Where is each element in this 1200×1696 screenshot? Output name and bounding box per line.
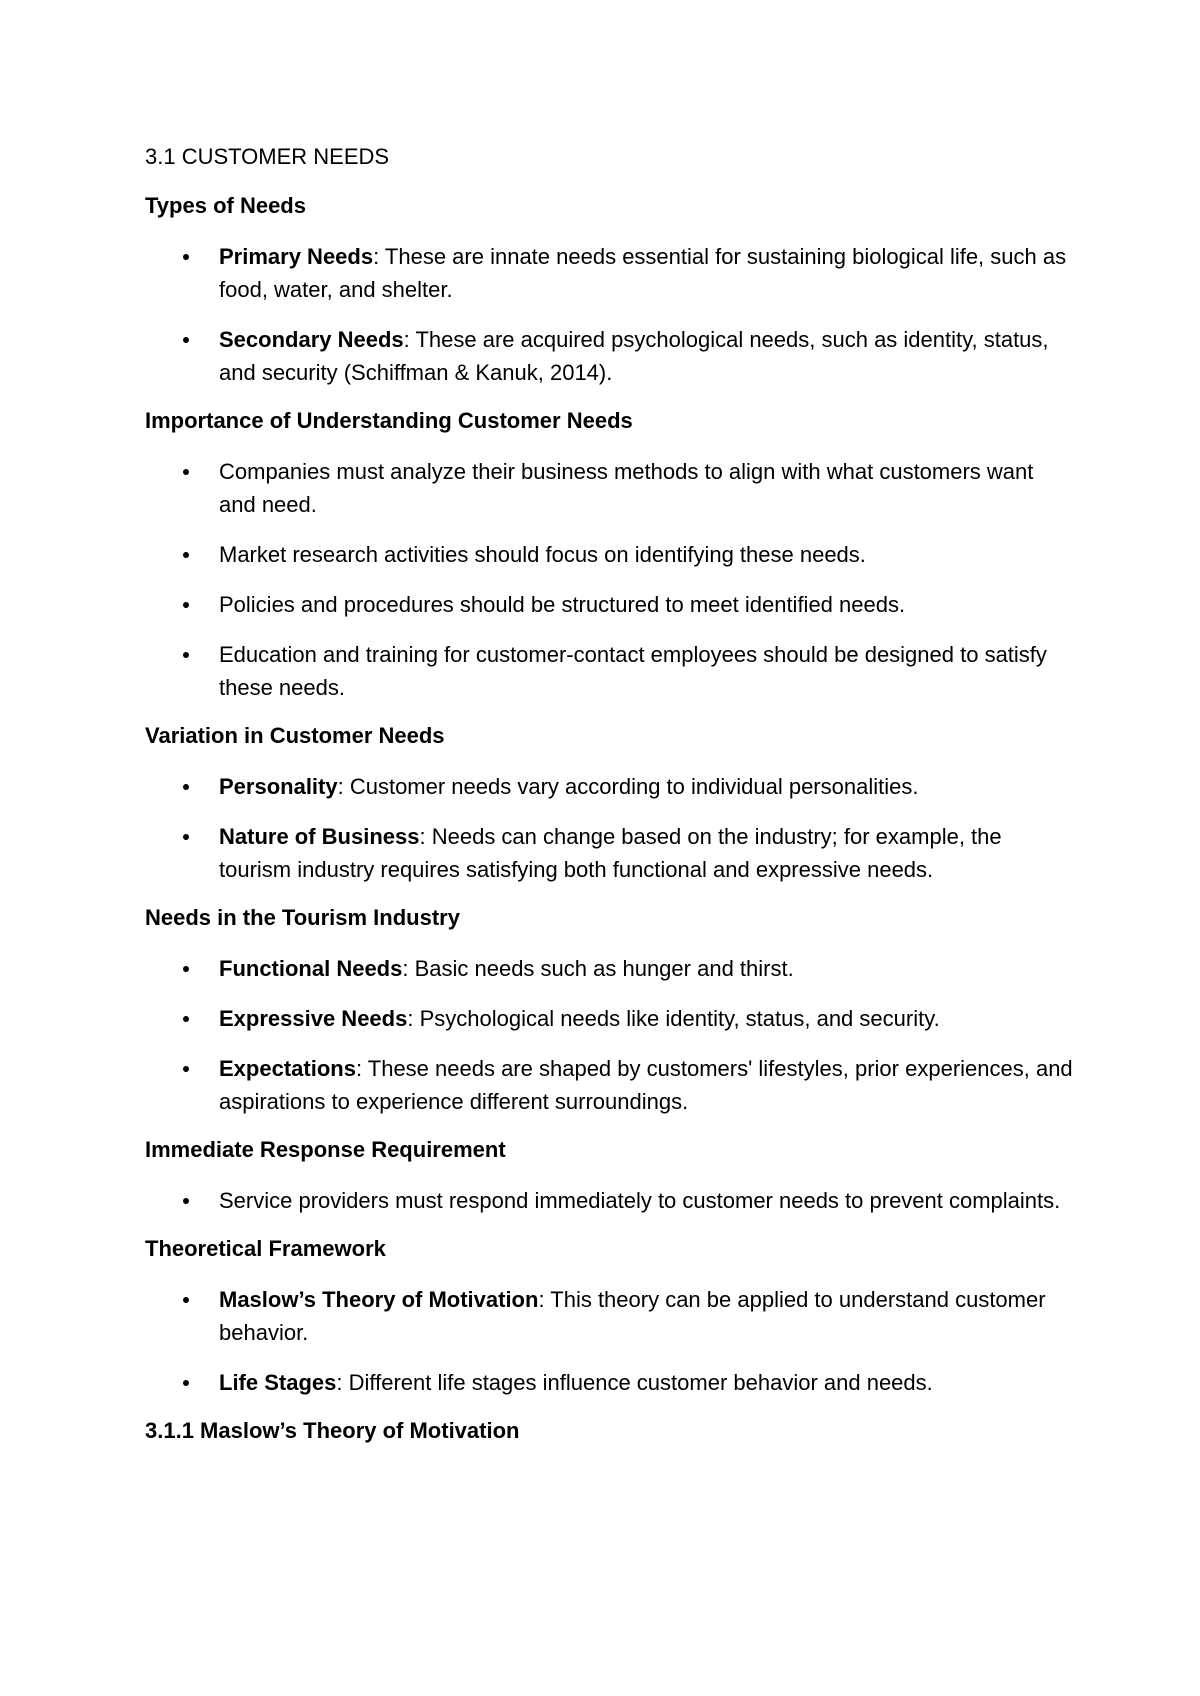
section-heading: Variation in Customer Needs <box>145 723 445 748</box>
bullet-list <box>145 240 1075 389</box>
section-needs-in-tourism <box>145 903 1075 1118</box>
bullet-list <box>145 1283 1075 1399</box>
list-item <box>145 240 1075 306</box>
bullet-icon <box>183 834 189 840</box>
bullet-icon <box>183 552 189 558</box>
section-theoretical-framework <box>145 1234 1075 1399</box>
bullet-icon <box>183 602 189 608</box>
item-text: : Needs can change based on the industry; for example, the tourism industry requires satisfying both functional and expressive needs. <box>219 824 1002 882</box>
item-text: : Psychological needs like identity, status, and security. <box>407 1006 940 1031</box>
item-text: Education and training for customer-contact employees should be designed to satisfy these needs. <box>219 642 1047 700</box>
section-immediate-response <box>145 1135 1075 1217</box>
subsection-heading: 3.1.1 Maslow’s Theory of Motivation <box>145 1418 520 1443</box>
list-item <box>145 455 1075 521</box>
bullet-icon <box>183 1198 189 1204</box>
list-item <box>145 1184 1075 1217</box>
term-label: Nature of Business <box>219 824 420 849</box>
section-variation-in-customer-needs <box>145 721 1075 886</box>
term-label: Life Stages <box>219 1370 337 1395</box>
list-item <box>145 952 1075 985</box>
item-text: Policies and procedures should be structured to meet identified needs. <box>219 592 906 617</box>
list-item <box>145 538 1075 571</box>
item-text: : These are innate needs essential for sustaining biological life, such as food, water, and shelter. <box>219 244 1067 302</box>
section-heading: Importance of Understanding Customer Needs <box>145 408 633 433</box>
term-label: Primary Needs <box>219 244 374 269</box>
list-item <box>145 1002 1075 1035</box>
section-importance-of-understanding <box>145 406 1075 704</box>
term-label: Expressive Needs <box>219 1006 408 1031</box>
item-text: Service providers must respond immediately to customer needs to prevent complaints. <box>219 1188 1061 1213</box>
list-item <box>145 820 1075 886</box>
section-heading: Theoretical Framework <box>145 1236 386 1261</box>
list-item <box>145 1283 1075 1349</box>
term-label: Personality <box>219 774 338 799</box>
term-label: Expectations <box>219 1056 356 1081</box>
list-item <box>145 770 1075 803</box>
item-text: : These are acquired psychological needs, such as identity, status, and security (Schiffman & Kanuk, 2014). <box>219 327 1049 385</box>
list-item <box>145 588 1075 621</box>
term-label: Maslow’s Theory of Motivation <box>219 1287 539 1312</box>
section-types-of-needs <box>145 191 1075 389</box>
bullet-icon <box>183 652 189 658</box>
item-text: Market research activities should focus on identifying these needs. <box>219 542 866 567</box>
bullet-icon <box>183 784 189 790</box>
list-item <box>145 1052 1075 1118</box>
section-heading: Types of Needs <box>145 193 306 218</box>
list-item <box>145 638 1075 704</box>
bullet-icon <box>183 966 189 972</box>
term-label: Secondary Needs <box>219 327 404 352</box>
bullet-icon <box>183 1066 189 1072</box>
document-title: 3.1 CUSTOMER NEEDS <box>145 144 390 169</box>
item-text: Companies must analyze their business methods to align with what customers want and need. <box>219 459 1034 517</box>
item-text: : Basic needs such as hunger and thirst. <box>402 956 794 981</box>
bullet-list <box>145 455 1075 704</box>
section-heading: Needs in the Tourism Industry <box>145 905 460 930</box>
bullet-icon <box>183 337 189 343</box>
bullet-list <box>145 770 1075 886</box>
list-item <box>145 1366 1075 1399</box>
bullet-icon <box>183 254 189 260</box>
item-text: : These needs are shaped by customers' lifestyles, prior experiences, and aspirations to experience different surroundings. <box>219 1056 1073 1114</box>
item-text: : Different life stages influence customer behavior and needs. <box>336 1370 933 1395</box>
bullet-icon <box>183 1016 189 1022</box>
section-heading: Immediate Response Requirement <box>145 1137 506 1162</box>
bullet-icon <box>183 469 189 475</box>
document-page <box>145 142 1075 1446</box>
item-text: : This theory can be applied to understand customer behavior. <box>219 1287 1046 1345</box>
bullet-list <box>145 1184 1075 1217</box>
bullet-list <box>145 952 1075 1118</box>
term-label: Functional Needs <box>219 956 403 981</box>
bullet-icon <box>183 1297 189 1303</box>
list-item <box>145 323 1075 389</box>
item-text: : Customer needs vary according to individual personalities. <box>337 774 919 799</box>
bullet-icon <box>183 1380 189 1386</box>
